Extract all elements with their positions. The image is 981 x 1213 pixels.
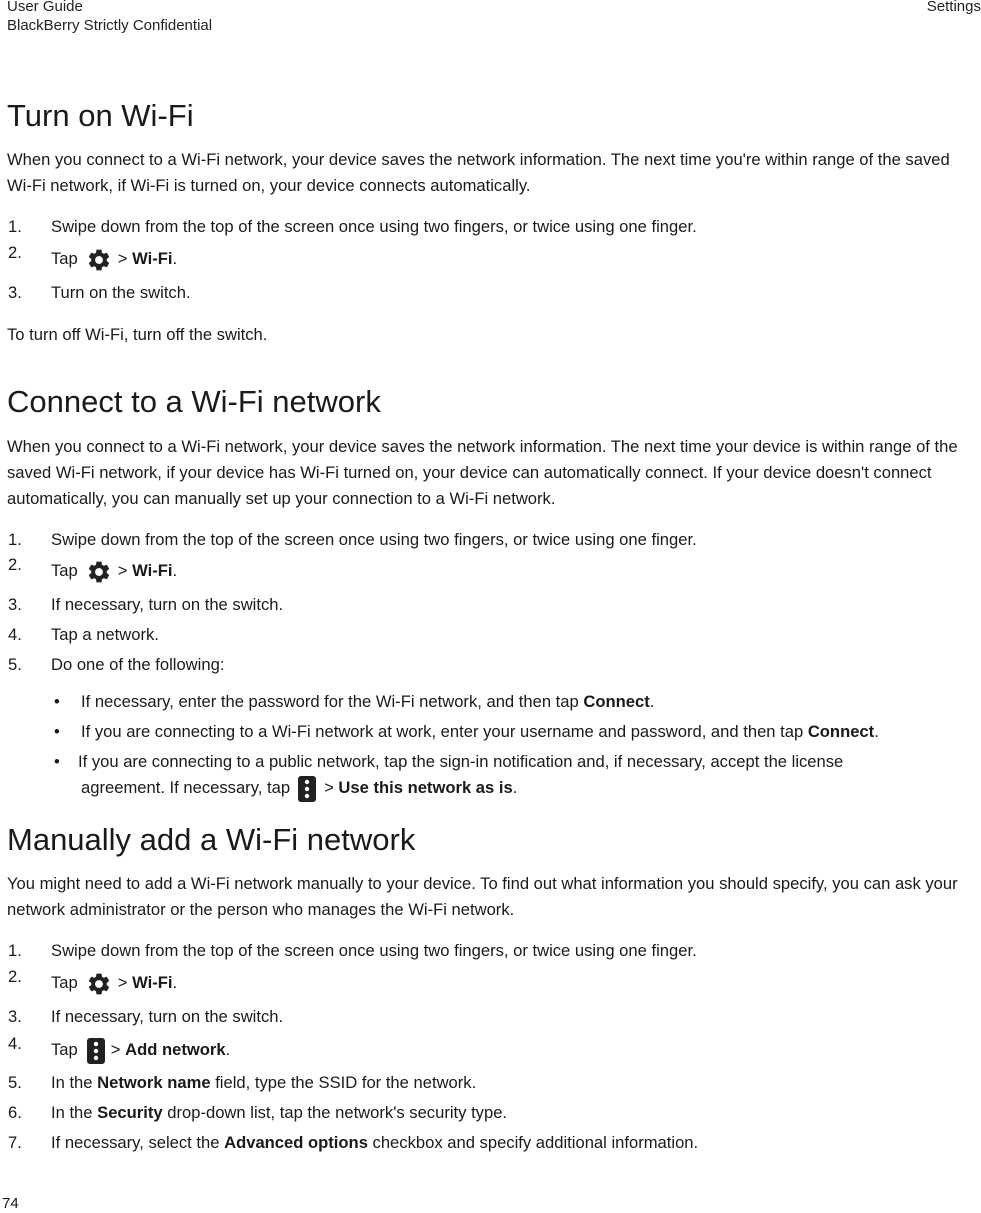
list-item (0, 527, 981, 553)
list-item (0, 938, 981, 964)
step-number: 6. (8, 1103, 22, 1122)
kebab-menu-icon (87, 1038, 105, 1064)
list-item (0, 1004, 981, 1030)
step-text: In the Network name field, type the SSID for the network. (51, 1073, 477, 1092)
step-number: 3. (8, 283, 22, 302)
step-number: 2. (8, 967, 22, 986)
step-text: Swipe down from the top of the screen once using two fingers, or twice using one finger. (51, 530, 697, 549)
bullet-marker: • (54, 752, 60, 771)
page-number: 74 (2, 1195, 19, 1212)
step-text: Swipe down from the top of the screen once using two fingers, or twice using one finger. (51, 217, 697, 236)
step-text: Swipe down from the top of the screen once using two fingers, or twice using one finger. (51, 941, 697, 960)
kebab-menu-icon (298, 776, 316, 802)
step-text: Turn on the switch. (51, 283, 191, 302)
step-text: If necessary, turn on the switch. (51, 595, 284, 614)
section-title-connect-wifi: Connect to a Wi-Fi network (7, 384, 381, 419)
bullet-marker: • (54, 722, 60, 741)
step-text: Tap > Add network. (51, 1037, 230, 1064)
bullet-text: If necessary, enter the password for the Wi-Fi network, and then tap Connect. (81, 692, 655, 711)
step-text: Do one of the following: (51, 655, 225, 674)
header-confidential: BlackBerry Strictly Confidential (7, 17, 213, 34)
step-number: 7. (8, 1133, 22, 1152)
step-number: 2. (8, 243, 22, 262)
bullet-item (0, 719, 981, 745)
list-item (0, 243, 981, 272)
step-number: 4. (8, 1034, 22, 1053)
bullet-marker: • (54, 692, 60, 711)
list-item (0, 1100, 981, 1126)
step-text: Tap a network. (51, 625, 159, 644)
step-number: 1. (8, 217, 22, 236)
list-item (0, 280, 981, 306)
step-text: Tap > Wi-Fi. (51, 246, 177, 273)
header-guide: User Guide (7, 0, 83, 15)
section-intro: When you connect to a Wi-Fi network, your device saves the network information. The next time you're within range of the saved Wi-Fi network, if Wi-Fi is turned on, your device connects automatically. (7, 150, 950, 195)
list-item (0, 1130, 981, 1156)
step-text: Tap > Wi-Fi. (51, 558, 177, 585)
step-text: If necessary, turn on the switch. (51, 1007, 284, 1026)
list-item (0, 1034, 981, 1063)
gear-icon (86, 971, 112, 997)
list-item (0, 555, 981, 584)
section-intro: When you connect to a Wi-Fi network, your device saves the network information. The next time your device is within range of the saved Wi-Fi network, if your device has Wi-Fi turned on, your device can automatically connect. If your device doesn't connect automatically, you can manually set up your connection to a Wi-Fi network. (7, 437, 958, 508)
section-note: To turn off Wi-Fi, turn off the switch. (7, 325, 268, 344)
bullet-item (0, 689, 981, 715)
step-number: 5. (8, 655, 22, 674)
bullet-item (0, 749, 981, 805)
list-item (0, 592, 981, 618)
list-item (0, 652, 981, 678)
step-number: 2. (8, 555, 22, 574)
bullet-text-line2: agreement. If necessary, tap > Use this network as is. (81, 775, 517, 802)
step-number: 3. (8, 1007, 22, 1026)
section-intro: You might need to add a Wi-Fi network manually to your device. To find out what information you should specify, you can ask your network administrator or the person who manages the Wi-Fi network. (7, 874, 958, 919)
list-item (0, 214, 981, 240)
bullet-text-line1: If you are connecting to a public network, tap the sign-in notification and, if necessary, accept the license (78, 752, 844, 771)
list-item (0, 622, 981, 648)
step-number: 1. (8, 941, 22, 960)
step-number: 3. (8, 595, 22, 614)
gear-icon (86, 247, 112, 273)
gear-icon (86, 559, 112, 585)
header-section: Settings (926, 0, 981, 15)
section-title-manually-add: Manually add a Wi-Fi network (7, 822, 416, 857)
list-item (0, 1070, 981, 1096)
step-number: 4. (8, 625, 22, 644)
bullet-text: If you are connecting to a Wi-Fi network at work, enter your username and password, and then tap Connect. (81, 722, 879, 741)
list-item (0, 967, 981, 996)
step-number: 5. (8, 1073, 22, 1092)
step-number: 1. (8, 530, 22, 549)
section-title-turn-on-wifi: Turn on Wi-Fi (7, 98, 194, 133)
step-text: Tap > Wi-Fi. (51, 970, 177, 997)
step-text: In the Security drop-down list, tap the network's security type. (51, 1103, 508, 1122)
step-text: If necessary, select the Advanced options checkbox and specify additional information. (51, 1133, 699, 1152)
